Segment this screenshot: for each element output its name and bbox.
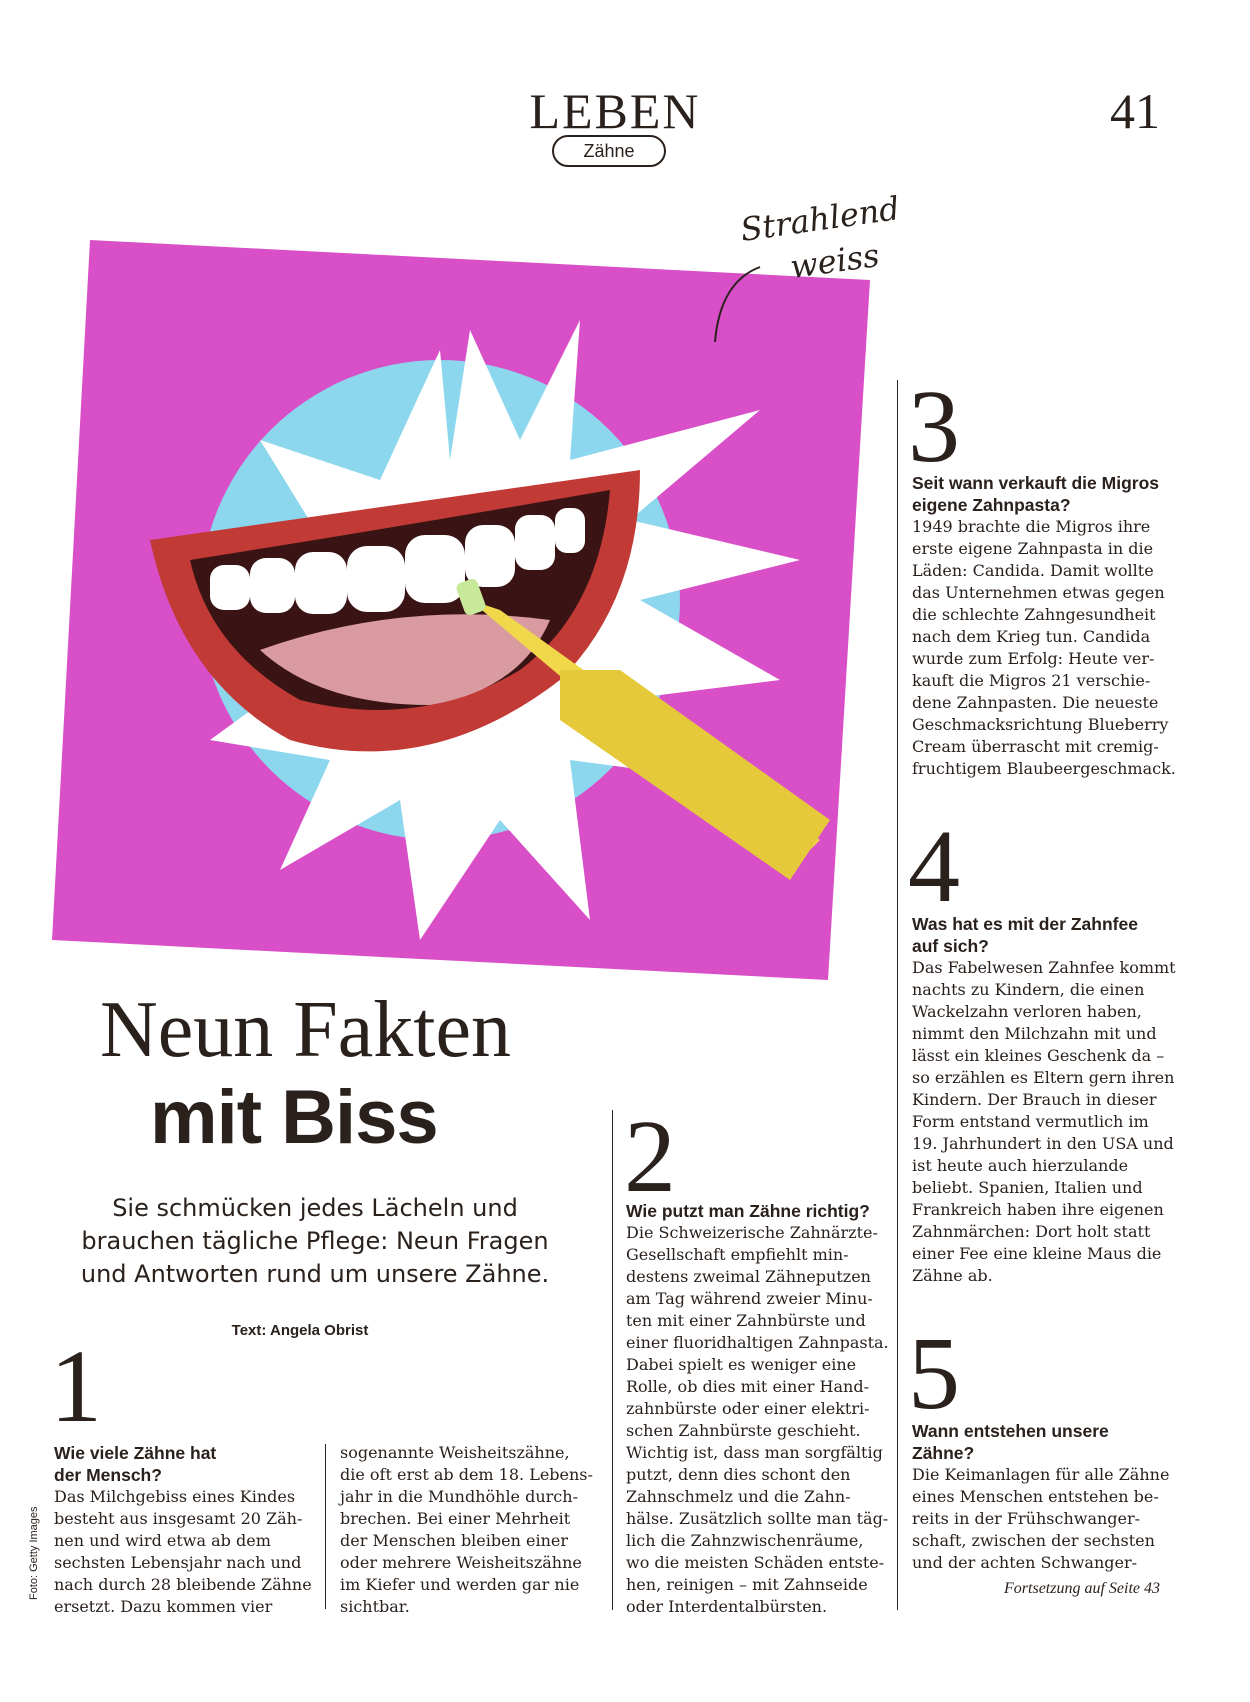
fact-2-question: Wie putzt man Zähne richtig?: [626, 1201, 870, 1221]
column-rule: [897, 380, 898, 1610]
fact-2-answer: Die Schweizerische Zahnärzte- Gesellschaft empfiehlt min- destens zweimal Zähneputzen am Tag während zweier Minu- ten mit einer Zahnbürste und einer fluoridhaltigen Zahnpasta. Dabei spielt es weniger eine Rolle, ob dies mit einer Hand- zahnbürste oder einer elektri- schen Zahnbürste geschieht. Wichtig ist, dass man sorgfältig putzt, denn dies schont den Zahnschmelz und die Zahn- hälse. Zusätzlich sollte man täg- lich die Zahnzwischenräume, wo die meisten Schäden entste- hen, reinigen – mit Zahnseide oder Interdentalbürsten.: [626, 1223, 889, 1616]
headline-line-2: mit Biss: [150, 1075, 438, 1160]
lead-text: Sie schmücken jedes Lächeln und brauchen tägliche Pflege: Neun Fragen und Antworten rund um unsere Zähne.: [80, 1194, 550, 1288]
annotation-line-1: Strahlend: [738, 189, 902, 249]
annotation-arrow: [700, 262, 770, 352]
fact-5-answer: Die Keimanlagen für alle Zähne eines Menschen entstehen be- reits in der Frühschwanger- schaft, zwischen der sechsten und der achten Schwanger-: [912, 1465, 1170, 1572]
column-rule: [612, 1110, 613, 1610]
section-tag: Zähne: [552, 135, 666, 167]
fact-5-question: Wann entstehen unsere Zähne?: [912, 1421, 1109, 1463]
fact-3-answer: 1949 brachte die Migros ihre erste eigene Zahnpasta in die Läden: Candida. Damit wollte das Unternehmen etwas gegen die schlechte Zahngesundheit nach dem Krieg tun. Candida wurde zum Erfolg: Heute ver- kauft die Migros 21 verschie- dene Zahnpasten. Die neueste Geschmacksrichtung Blueberry Cream überrascht mit cremig- fruchtigem Blaubeergeschmack.: [912, 517, 1176, 778]
section-title: LEBEN: [529, 83, 701, 139]
fact-2-number: 2: [624, 1099, 676, 1214]
fact-4-answer: Das Fabelwesen Zahnfee kommt nachts zu Kindern, die einen Wackelzahn verloren haben, nimmt den Milchzahn mit und lässt ein kleines Geschenk da – so erzählen es Eltern gern ihren Kindern. Der Brauch in dieser Form entstand vermutlich im 19. Jahrhundert in den USA und ist heute auch hierzulande beliebt. Spanien, Italien und Frankreich haben ihre eigenen Zahnmärchen: Dort holt statt einer Fee eine kleine Maus die Zähne ab.: [912, 958, 1176, 1285]
continuation-note: Fortsetzung auf Seite 43: [1004, 1580, 1160, 1597]
fact-4-question: Was hat es mit der Zahnfee auf sich?: [912, 914, 1138, 956]
fact-1-answer-part2: sogenannte Weisheitszähne, die oft erst ab dem 18. Lebens- jahr in die Mundhöhle durch- brechen. Bei einer Mehrheit der Menschen bleiben einer oder mehrere Weisheitszähne im Kiefer und werden gar nie sichtbar.: [340, 1443, 593, 1616]
fact-4-number: 4: [908, 809, 960, 924]
fact-1-question: Wie viele Zähne hat der Mensch?: [54, 1443, 217, 1485]
page-number: 41: [1110, 83, 1160, 139]
annotation-line-2: weiss: [787, 235, 882, 287]
column-rule: [325, 1444, 326, 1609]
fact-5-number: 5: [908, 1316, 960, 1431]
headline-line-1: Neun Fakten: [100, 986, 512, 1074]
fact-1-number: 1: [50, 1329, 102, 1444]
fact-3-number: 3: [908, 369, 960, 484]
photo-credit: Foto: Getty Images: [28, 1506, 40, 1600]
fact-3-question: Seit wann verkauft die Migros eigene Zahnpasta?: [912, 473, 1159, 515]
author-credit: Text: Angela Obrist: [231, 1322, 369, 1339]
fact-1-answer-part1: Das Milchgebiss eines Kindes besteht aus insgesamt 20 Zäh- nen und wird etwa ab dem sechsten Lebensjahr nach und nach durch 28 bleibende Zähne ersetzt. Dazu kommen vier: [54, 1487, 312, 1616]
